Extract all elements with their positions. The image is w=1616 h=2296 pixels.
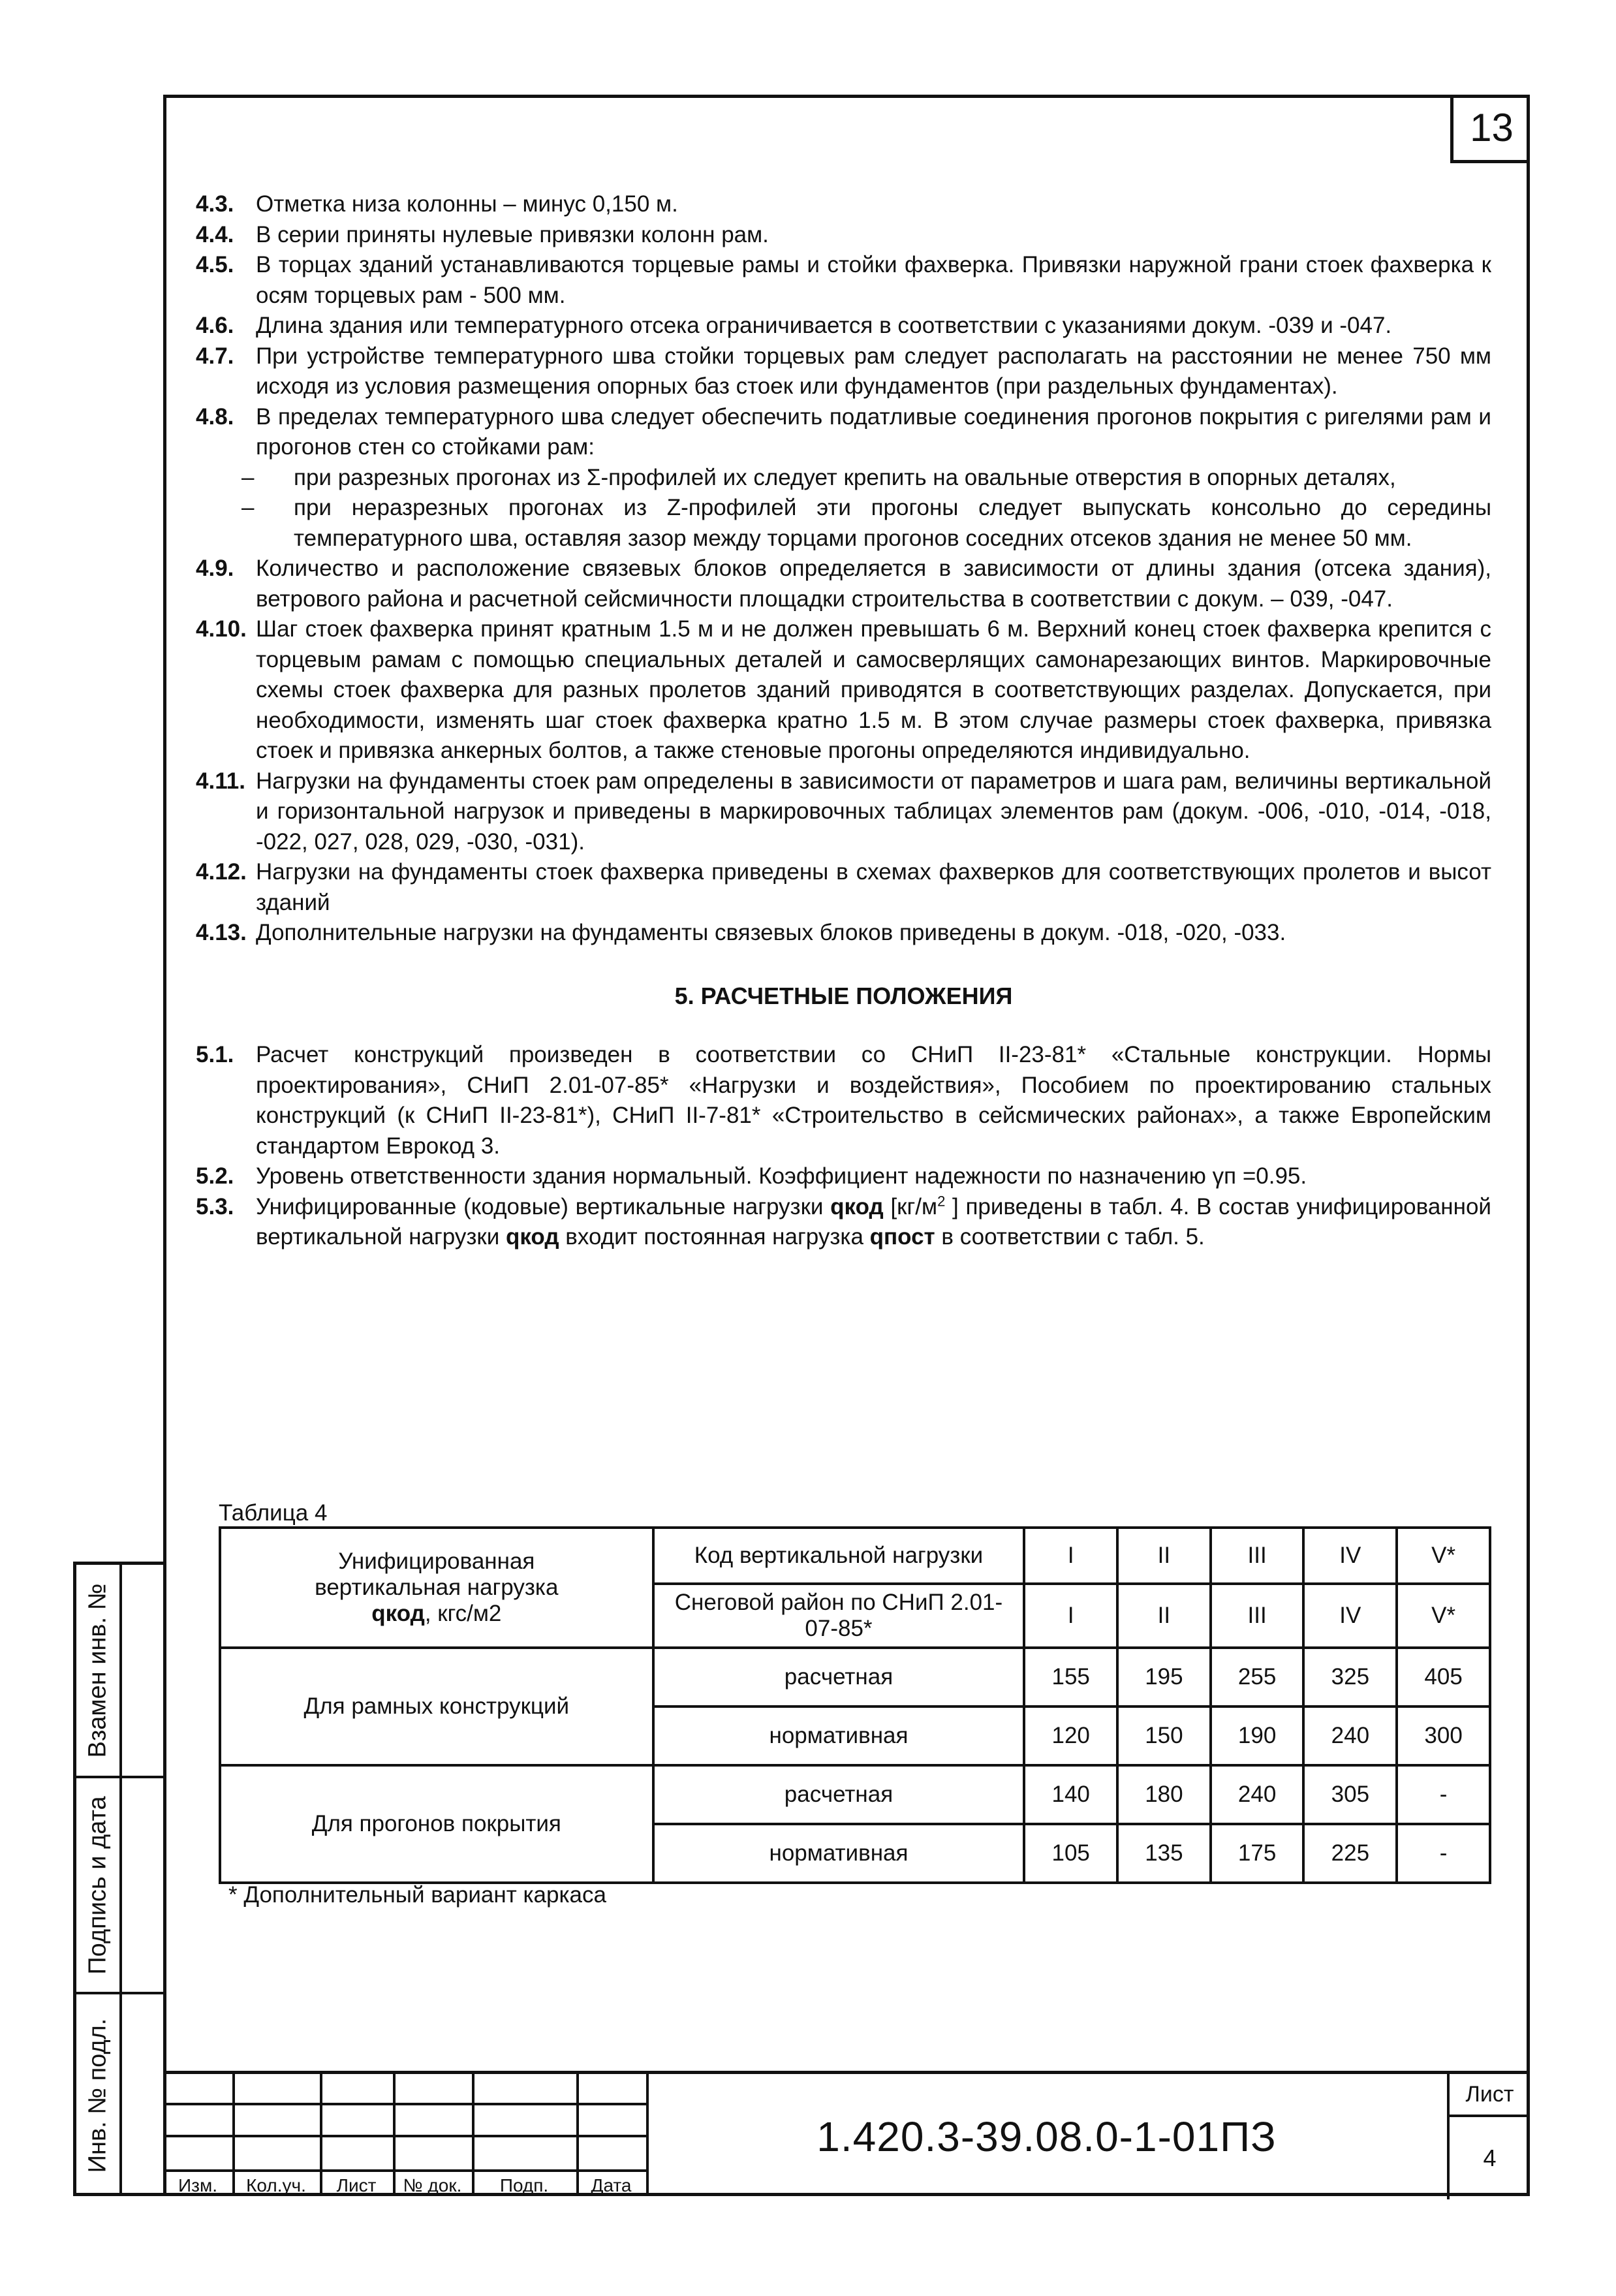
- table-value-cell: 155: [1024, 1648, 1117, 1706]
- table-load-type: нормативная: [653, 1824, 1025, 1883]
- table-load-type: нормативная: [653, 1706, 1025, 1765]
- title-block-col-label: № док.: [403, 2175, 462, 2195]
- item-number: 4.9.: [196, 556, 234, 581]
- table-value-cell: 325: [1303, 1648, 1397, 1706]
- section-5-items: [196, 1040, 1491, 1192]
- table-caption: Таблица 4: [219, 1500, 328, 1526]
- item-text: Уровень ответственности здания нормальный. Коэффициент надежности по назначению γп =0.95.: [256, 1163, 1307, 1189]
- table-value-cell: 255: [1211, 1648, 1304, 1706]
- item-text: Нагрузки на фундаменты стоек фахверка приведены в схемах фахверков для соответствующих пролетов и высот зданий: [256, 859, 1491, 915]
- table-footnote: * Дополнительный вариант каркаса: [228, 1882, 606, 1908]
- title-block-col-label: Подп.: [499, 2175, 549, 2195]
- table-value-cell: 120: [1024, 1706, 1117, 1765]
- dash-item: [196, 493, 1491, 554]
- table-value-cell: -: [1397, 1765, 1490, 1824]
- table-snow-cell: III: [1211, 1584, 1304, 1648]
- table-code-cell: II: [1117, 1528, 1211, 1584]
- list-item: [196, 857, 1491, 918]
- item-number: 4.11.: [196, 768, 245, 794]
- table-load-type: расчетная: [653, 1648, 1025, 1706]
- side-cell-sign: [76, 1778, 163, 1994]
- table-snow-label: Снеговой район по СНиП 2.01-07-85*: [653, 1584, 1025, 1648]
- side-cell-replaced: [76, 1565, 163, 1778]
- list-item: [196, 1161, 1491, 1192]
- section-4-items-cont: [196, 554, 1491, 949]
- item-text: Нагрузки на фундаменты стоек рам определены в зависимости от параметров и шага рам, величины вертикальной и горизонтальной нагрузок и приведены в маркировочных таблицах элементов рам (докум. -006, -010, -014, -018, -022, 027, 028, 029, -030, -031).: [256, 768, 1491, 855]
- table-snow-cell: II: [1117, 1584, 1211, 1648]
- item-text: Унифицированные (кодовые) вертикальные нагрузки qкод [$кг/м^2$ ] приведены в табл. 4. В состав унифицированной вертикальной нагрузки qкод входит постоянная нагрузка qпост в соответствии с табл. 5.: [256, 1192, 1491, 1250]
- item-text: В пределах температурного шва следует обеспечить податливые соединения прогонов покрытия с ригелями рам и прогонов стен со стойками рам:: [256, 403, 1491, 460]
- item-number: 4.7.: [196, 343, 234, 369]
- item-number: 4.12.: [196, 859, 247, 885]
- table-value-cell: 240: [1303, 1706, 1397, 1765]
- list-item: [196, 402, 1491, 463]
- side-label-inv-orig: Инв. № подл.: [84, 2018, 112, 2173]
- section-5-heading: 5. РАСЧЕТНЫЕ ПОЛОЖЕНИЯ: [674, 982, 1013, 1009]
- side-label-sign-date: Подпись и дата: [84, 1795, 112, 1975]
- dash-marker: –: [241, 495, 255, 520]
- item-text: В торцах зданий устанавливаются торцевые рамы и стойки фахверка. Привязки наружной грани стоек фахверка к осям торцевых рам - 500 мм.: [256, 252, 1491, 308]
- item-number: 5.1.: [196, 1042, 234, 1067]
- dash-item: [196, 463, 1491, 494]
- item-number: 4.13.: [196, 920, 247, 945]
- sheet-label: Лист: [1450, 2074, 1530, 2117]
- side-label-replaced-inv: Взамен инв. №: [84, 1583, 112, 1757]
- item-text: В серии приняты нулевые привязки колонн рам.: [256, 221, 769, 247]
- item-number: 4.4.: [196, 221, 234, 247]
- item-number: 4.5.: [196, 252, 234, 277]
- table-value-cell: 140: [1024, 1765, 1117, 1824]
- item-5-3: [196, 1192, 1491, 1253]
- section-4-items: [196, 189, 1491, 463]
- item-number: 4.3.: [196, 191, 234, 217]
- table-code-label: Код вертикальной нагрузки: [653, 1528, 1025, 1584]
- table-value-cell: -: [1397, 1824, 1490, 1883]
- item-text: Количество и расположение связевых блоков определяется в зависимости от длины здания (отсека здания), ветрового района и расчетной сейсмичности площадки строительства в соответствии с докум. – 039, -047.: [256, 556, 1491, 612]
- item-number: 5.3.: [196, 1193, 234, 1219]
- list-item: [196, 250, 1491, 311]
- list-item: [196, 341, 1491, 402]
- table-header-label: [220, 1528, 653, 1648]
- item-number: 4.6.: [196, 313, 234, 338]
- table-value-cell: 135: [1117, 1824, 1211, 1883]
- table-load-type: расчетная: [653, 1765, 1025, 1824]
- table-code-cell: V*: [1397, 1528, 1490, 1584]
- header-label-line1: Унифицированная: [338, 1549, 535, 1574]
- title-block-col-label: Лист: [336, 2175, 377, 2195]
- list-item: [196, 189, 1491, 220]
- side-stamp: [73, 1562, 163, 2196]
- side-cell-inv: [76, 1994, 163, 2196]
- table-snow-cell: IV: [1303, 1584, 1397, 1648]
- item-text: Длина здания или температурного отсека ограничивается в соответствии с указаниями докум. -039 и -047.: [256, 313, 1392, 338]
- table-snow-cell: I: [1024, 1584, 1117, 1648]
- table-group-name: Для прогонов покрытия: [220, 1765, 653, 1883]
- item-number: 5.2.: [196, 1163, 234, 1189]
- list-item: [196, 766, 1491, 858]
- table-value-cell: 150: [1117, 1706, 1211, 1765]
- table-value-cell: 190: [1211, 1706, 1304, 1765]
- table-value-cell: 240: [1211, 1765, 1304, 1824]
- table-value-cell: 225: [1303, 1824, 1397, 1883]
- list-item: [196, 1040, 1491, 1161]
- dash-list: [196, 463, 1491, 554]
- dash-marker: –: [241, 464, 255, 490]
- item-text: Расчет конструкций произведен в соответствии со СНиП II-23-81* «Стальные конструкции. Нормы проектирования», СНиП 2.01-07-85* «Нагрузки и воздействия», Пособием по проектированию стальных конструкций (к СНиП II-23-81*), СНиП II-7-81* «Строительство в сейсмических районах», а также Европейским стандартом Еврокод 3.: [256, 1042, 1491, 1159]
- table-snow-cell: V*: [1397, 1584, 1490, 1648]
- table-code-cell: IV: [1303, 1528, 1397, 1584]
- list-item: [196, 614, 1491, 766]
- table-code-cell: III: [1211, 1528, 1304, 1584]
- list-item: [196, 220, 1491, 251]
- list-item: [196, 311, 1491, 341]
- dash-text: при неразрезных прогонах из Z-профилей эти прогоны следует выпускать консольно до середины температурного шва, оставляя зазор между торцами прогонов соседних отсеков здания не менее 50 мм.: [294, 495, 1491, 551]
- document-body: [196, 189, 1491, 1253]
- sheet-number: 4: [1483, 2145, 1497, 2171]
- title-block-col-label: Кол.уч.: [246, 2175, 306, 2195]
- title-block-col-label: Дата: [591, 2175, 632, 2195]
- table-value-cell: 105: [1024, 1824, 1117, 1883]
- dash-text: при разрезных прогонах из Σ-профилей их следует крепить на овальные отверстия в опорных деталях,: [294, 464, 1396, 490]
- title-block: [163, 2071, 1530, 2196]
- table-group-name: Для рамных конструкций: [220, 1648, 653, 1765]
- page-number: 13: [1450, 95, 1530, 163]
- header-label-unit: , кгс/м2: [424, 1601, 502, 1626]
- table-value-cell: 180: [1117, 1765, 1211, 1824]
- table-value-cell: 300: [1397, 1706, 1490, 1765]
- header-label-line2: вертикальная нагрузка: [315, 1575, 559, 1600]
- item-text: Шаг стоек фахверка принят кратным 1.5 м и не должен превышать 6 м. Верхний конец стоек фахверка крепится с торцевым рамам с помощью специальных деталей и самосверлящих самонарезающих винтов. Маркировочные схемы стоек фахверка для разных пролетов зданий приводятся в соответствующих разделах. Допускается, при необходимости, изменять шаг стоек фахверка кратно 1.5 м. В этом случае размеры стоек фахверка, привязка стоек и привязка анкерных болтов, а также стеновые прогоны определяются индивидуально.: [256, 616, 1491, 763]
- item-number: 4.10.: [196, 616, 247, 642]
- title-block-col-label: Изм.: [178, 2175, 217, 2195]
- table-value-cell: 305: [1303, 1765, 1397, 1824]
- item-text: Дополнительные нагрузки на фундаменты связевых блоков приведены в докум. -018, -020, -033.: [256, 920, 1286, 945]
- item-number: 4.8.: [196, 403, 234, 430]
- list-item: [196, 918, 1491, 949]
- document-code: 1.420.3-39.08.0-1-01ПЗ: [816, 2113, 1277, 2160]
- table-code-cell: I: [1024, 1528, 1117, 1584]
- table-4: [219, 1526, 1491, 1884]
- item-text: При устройстве температурного шва стойки торцевых рам следует располагать на расстоянии не менее 750 мм исходя из условия размещения опорных баз стоек или фундаментов (при раздельных фундаментах).: [256, 343, 1491, 399]
- list-item: [196, 554, 1491, 614]
- table-value-cell: 195: [1117, 1648, 1211, 1706]
- table-row: [220, 1648, 1490, 1706]
- table-row: [220, 1765, 1490, 1824]
- sheet-box: [1447, 2074, 1530, 2199]
- table-value-cell: 175: [1211, 1824, 1304, 1883]
- item-text: Отметка низа колонны – минус 0,150 м.: [256, 191, 678, 217]
- header-label-bold: qкод: [371, 1601, 425, 1626]
- table-value-cell: 405: [1397, 1648, 1490, 1706]
